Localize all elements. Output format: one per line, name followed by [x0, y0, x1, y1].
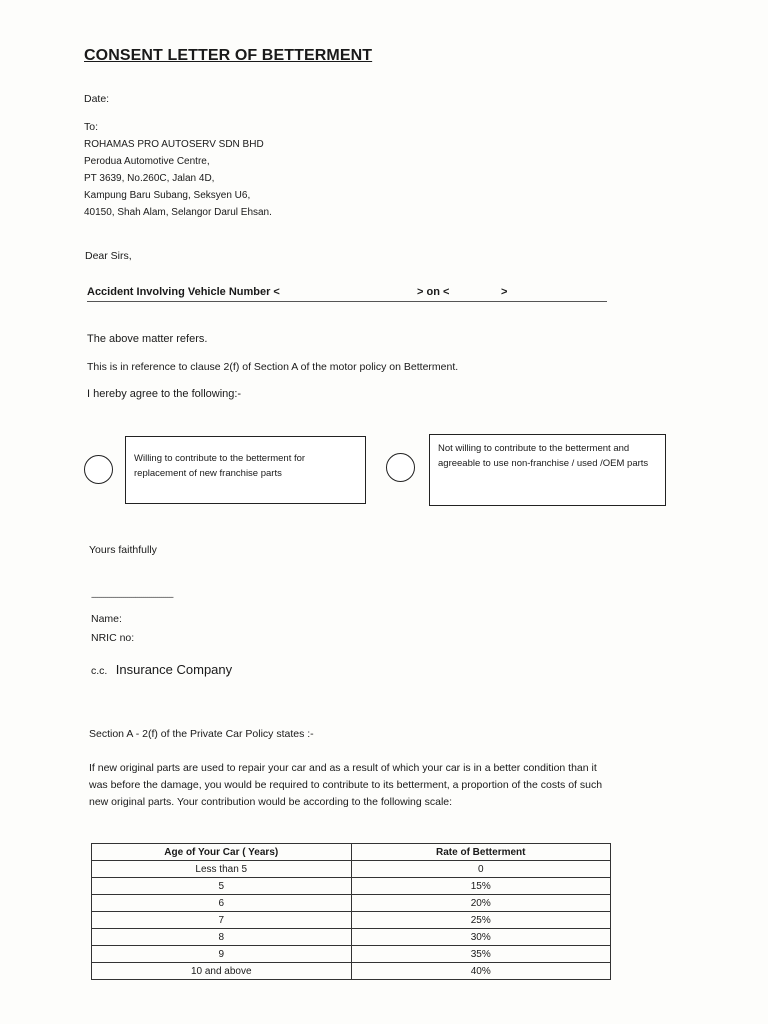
- address-line: 40150, Shah Alam, Selangor Darul Ehsan.: [84, 207, 272, 218]
- table-row: [92, 963, 611, 980]
- table-row: [92, 895, 611, 912]
- nric-label: NRIC no:: [91, 632, 135, 644]
- rate-cell: 0: [351, 861, 611, 878]
- signature-line: -----------------------------------------: [91, 592, 173, 602]
- cc-prefix: c.c.: [91, 665, 108, 677]
- table-row: [92, 878, 611, 895]
- rate-cell: 15%: [351, 878, 611, 895]
- option-not-willing-label: Not willing to contribute to the betterment and agreeable to use non-franchise / used /OEM parts: [438, 443, 649, 469]
- letter-title: CONSENT LETTER OF BETTERMENT: [84, 47, 373, 64]
- address-line: ROHAMAS PRO AUTOSERV SDN BHD: [84, 139, 264, 150]
- address-line: Perodua Automotive Centre,: [84, 156, 210, 167]
- rate-cell: 20%: [351, 895, 611, 912]
- accident-date-separator: > on <: [417, 286, 450, 298]
- cc-value: Insurance Company: [115, 662, 233, 677]
- date-label: Date:: [84, 93, 110, 105]
- age-cell: 9: [92, 946, 352, 963]
- address-line: PT 3639, No.260C, Jalan 4D,: [84, 173, 215, 184]
- age-cell: 6: [92, 895, 352, 912]
- para-clause-reference: This is in reference to clause 2(f) of Section A of the motor policy on Betterment.: [87, 361, 459, 373]
- rate-cell: 25%: [351, 912, 611, 929]
- para-matter-refers: The above matter refers.: [87, 333, 208, 345]
- salutation: Dear Sirs,: [85, 250, 132, 262]
- option-not-willing-radio[interactable]: [386, 453, 415, 482]
- table-header-row: [92, 844, 611, 861]
- table-row: [92, 929, 611, 946]
- closing: Yours faithfully: [89, 544, 157, 556]
- rate-cell: 30%: [351, 929, 611, 946]
- section-text: If new original parts are used to repair your car and as a result of which your car is in a better condition than it was before the damage, you would be required to contribute to its betterment, a proportion of the costs of such new original parts. Your contribution would be according to the following scale:: [89, 762, 603, 808]
- betterment-scale-table: [91, 843, 611, 980]
- table-row: [92, 946, 611, 963]
- option-not-willing-box: [429, 434, 666, 506]
- header-age: Age of Your Car ( Years): [92, 844, 352, 861]
- accident-reference-line: [87, 286, 607, 302]
- header-rate: Rate of Betterment: [351, 844, 611, 861]
- age-cell: 8: [92, 929, 352, 946]
- accident-prefix: Accident Involving Vehicle Number <: [87, 286, 280, 298]
- option-willing-label: Willing to contribute to the betterment for replacement of new franchise parts: [134, 453, 306, 479]
- age-cell: 7: [92, 912, 352, 929]
- rate-cell: 35%: [351, 946, 611, 963]
- option-willing-box: [125, 436, 366, 504]
- table-row: [92, 861, 611, 878]
- age-cell: Less than 5: [92, 861, 352, 878]
- rate-cell: 40%: [351, 963, 611, 980]
- accident-suffix: >: [501, 286, 508, 298]
- to-label: To:: [84, 121, 99, 133]
- table-row: [92, 912, 611, 929]
- para-agree: I hereby agree to the following:-: [87, 388, 242, 400]
- section-heading: Section A - 2(f) of the Private Car Policy states :-: [89, 728, 314, 740]
- cc-line: [91, 661, 232, 679]
- age-cell: 10 and above: [92, 963, 352, 980]
- recipient-address: [84, 136, 272, 221]
- option-willing-radio[interactable]: [84, 455, 113, 484]
- age-cell: 5: [92, 878, 352, 895]
- address-line: Kampung Baru Subang, Seksyen U6,: [84, 190, 251, 201]
- name-label: Name:: [91, 613, 122, 625]
